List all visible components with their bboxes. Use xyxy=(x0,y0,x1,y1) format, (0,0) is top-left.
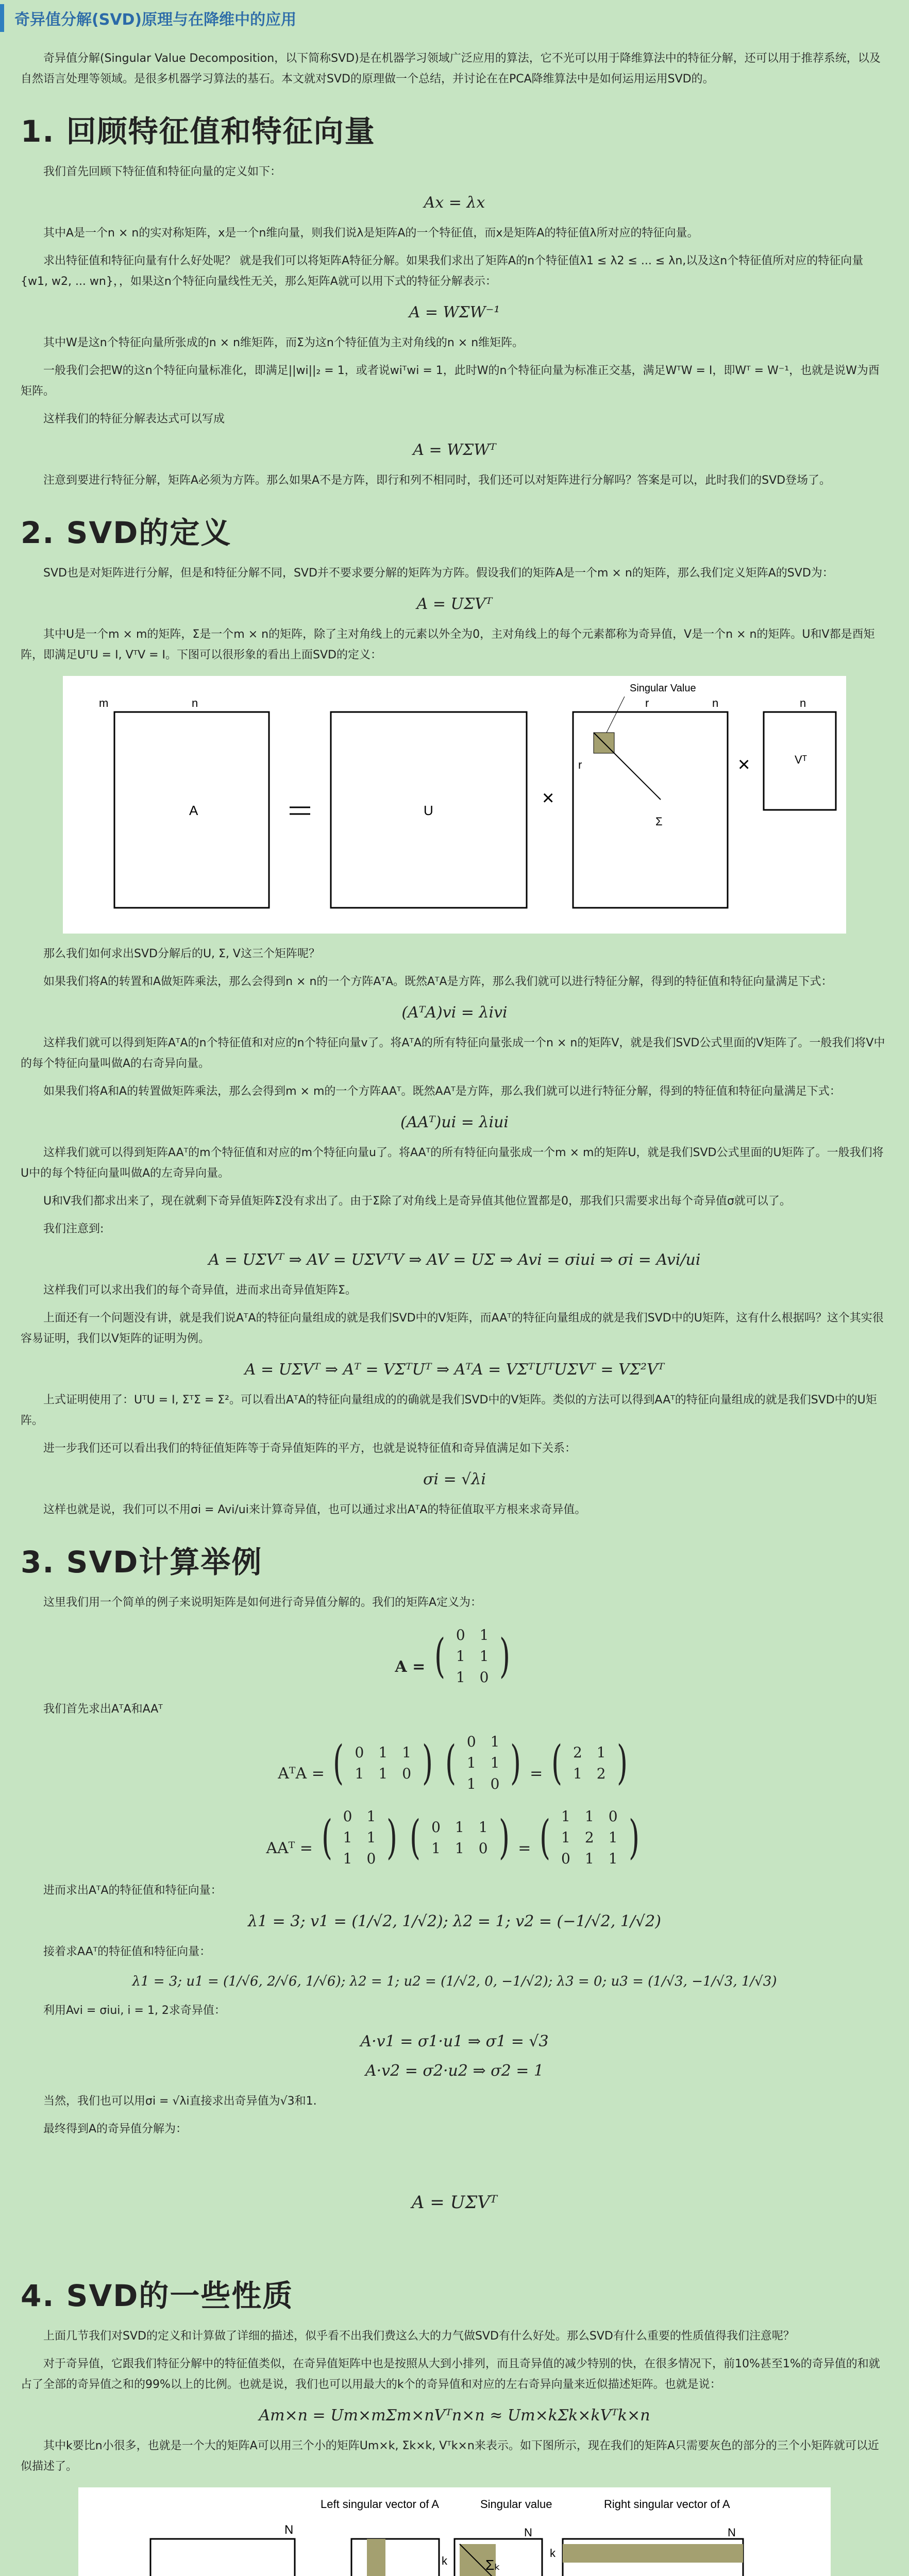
fig1-label-r2: r xyxy=(578,758,582,771)
s4-p3: 其中k要比n小很多，也就是一个大的矩阵A可以用三个小的矩阵Um×k, Σk×k, Vᵀk×n来表示。如下图所示，现在我们的矩阵A只需要灰色的部分的三个小矩阵就可以近似描述了。 xyxy=(21,2439,879,2473)
matrix-cell: 1 xyxy=(584,1850,594,1867)
matrix-cell: 0 xyxy=(466,1733,476,1750)
s3-p6: 当然，我们也可以用σi = √λi直接求出奇异值为√3和1. xyxy=(43,2095,317,2108)
fig2-label-N2: N xyxy=(524,2526,532,2539)
matrix-cell: 0 xyxy=(355,1743,364,1761)
svg-text:×: × xyxy=(542,787,554,809)
matrix-cell: 1 xyxy=(596,1743,606,1761)
s1-p6: 这样我们的特征分解表达式可以写成 xyxy=(43,413,225,426)
matrix-table xyxy=(566,1742,613,1784)
post-title-bar xyxy=(0,4,909,32)
matrix-cell: 1 xyxy=(456,1669,465,1686)
matrix-A3: ( 0 1 1 1 1 0 ) xyxy=(318,1806,401,1869)
matrix-cell: 1 xyxy=(561,1808,570,1825)
s3-p4: 接着求AAᵀ的特征值和特征向量： xyxy=(43,1945,211,1958)
s3-eig2: λ1 = 3; u1 = (1/√6, 2/√6, 1/√6); λ2 = 1; u2 = (1/√2, 0, −1/√2); λ3 = 0; u3 = (1/√3, −1/√3, 1/√3) xyxy=(132,1974,777,1989)
svd-definition-figure xyxy=(63,676,846,934)
s4-p2: 对于奇异值，它跟我们特征分解中的特征值类似，在奇异值矩阵中也是按照从大到小排列，而且奇异值的减少特别的快，在很多情况下，前10%甚至1%的奇异值的和就占了全部的奇异值之和的99%以上的比例。也就是说，我们也可以用最大的k个的奇异值和对应的左右奇异向量来近似描述矩阵。也就是说： xyxy=(21,2358,880,2391)
fig2-label-N1: N xyxy=(284,2523,294,2537)
matrix-AtA-result: ( 2 1 1 2 ) xyxy=(551,1736,628,1790)
fig1-label-singular-value: Singular Value xyxy=(630,683,696,694)
matrix-cell: 1 xyxy=(454,1839,464,1857)
s2-p1: SVD也是对矩阵进行分解，但是和特征分解不同，SVD并不要求要分解的矩阵为方阵。假设我们的矩阵A是一个m × n的矩阵，那么我们定义矩阵A的SVD为： xyxy=(43,567,834,580)
matrix-cell: 1 xyxy=(584,1808,594,1825)
s2-formula-2: (AᵀA)vi = λivi xyxy=(401,1004,508,1022)
s2-p9: 我们注意到: xyxy=(43,1223,104,1235)
fig2-label-mid: Singular value xyxy=(480,2498,552,2511)
matrix-cell: 1 xyxy=(343,1829,352,1846)
s4-p1: 上面几节我们对SVD的定义和计算做了详细的描述，似乎看不出我们费这么大的力气做SVD有什么好处。那么SVD有什么重要的性质值得我们注意呢？ xyxy=(43,2330,795,2343)
fig1-label-n3: n xyxy=(800,697,806,709)
matrix-cell: 1 xyxy=(490,1754,500,1771)
post-content xyxy=(0,32,909,2576)
matrix-cell: 1 xyxy=(479,1648,489,1665)
svd-definition-diagram xyxy=(63,676,846,934)
s2-p11: 上面还有一个问题没有讲，就是我们说AᵀA的特征向量组成的就是我们SVD中的V矩阵，而AAᵀ的特征向量组成的就是我们SVD中的U矩阵，这有什么根据吗？这个其实很容易证明，我们以V矩阵的证明为例。 xyxy=(21,1312,884,1345)
matrix-cell: 1 xyxy=(431,1839,441,1857)
s1-p2: 其中A是一个n × n的实对称矩阵，x是一个n维向量，则我们说λ是矩阵A的一个特征值，而x是矩阵A的特征值λ所对应的特征向量。 xyxy=(43,227,699,240)
AtA-label: AᵀA = xyxy=(278,1765,325,1783)
s2-p10: 这样我们可以求出我们的每个奇异值，进而求出奇异值矩阵Σ。 xyxy=(43,1284,357,1297)
s2-p2: 其中U是一个m × m的矩阵，Σ是一个m × n的矩阵，除了主对角线上的元素以外全为0，主对角线上的每个元素都称为奇异值，V是一个n × n的矩阵。U和V都是酉矩阵，即满足UᵀU = I, VᵀV = I。下图可以很形象的看出上面SVD的定义： xyxy=(21,628,875,662)
matrix-cell: 1 xyxy=(454,1818,464,1836)
fig1-label-Vt: Vᵀ xyxy=(795,753,807,766)
s1-p3: 求出特征值和特征向量有什么好处呢？ 就是我们可以将矩阵A特征分解。如果我们求出了矩阵A的n个特征值λ1 ≤ λ2 ≤ ... ≤ λn,以及这n个特征值所对应的特征向量{w1, w2, ... wn}，，如果这n个特征向量线性无关，那么矩阵A就可以用下式的特征分解表示： xyxy=(21,255,864,288)
matrix-cell: 1 xyxy=(343,1850,352,1867)
svg-text:×: × xyxy=(738,753,750,776)
matrix-cell: 0 xyxy=(366,1850,376,1867)
fig2-label-left: Left singular vector of A xyxy=(321,2498,439,2511)
post-title-link[interactable]: 奇异值分解(SVD)原理与在降维中的应用 xyxy=(14,11,297,29)
s2-p4: 如果我们将A的转置和A做矩阵乘法，那么会得到n × n的一个方阵AᵀA。既然AᵀA是方阵，那么我们就可以进行特征分解，得到的特征值和特征向量满足下式： xyxy=(43,975,833,988)
matrix-cell: 0 xyxy=(478,1839,488,1857)
s2-p7: 这样我们就可以得到矩阵AAᵀ的m个特征值和对应的m个特征向量u了。将AAᵀ的所有特征向量张成一个m × m的矩阵U，就是我们SVD公式里面的U矩阵了。一般我们将U中的每个特征向量叫做A的左奇异向量。 xyxy=(21,1146,884,1180)
matrix-table xyxy=(554,1806,625,1869)
s1-formula-1: Ax = λx xyxy=(424,194,485,212)
fig1-label-A: A xyxy=(189,803,198,818)
s2-formula-5: A = UΣVᵀ ⇒ Aᵀ = VΣᵀUᵀ ⇒ AᵀA = VΣᵀUᵀUΣVᵀ = VΣ²Vᵀ xyxy=(244,1361,665,1379)
s2-p12: 上式证明使用了：UᵀU = I, ΣᵀΣ = Σ²。可以看出AᵀA的特征向量组成的的确就是我们SVD中的V矩阵。类似的方法可以得到AAᵀ的特征向量组成的就是我们SVD中的U矩阵。 xyxy=(21,1394,877,1427)
matrix-At: ( 0 1 1 1 1 0 ) xyxy=(333,1736,433,1790)
s3-p5: 利用Avi = σiui, i = 1, 2求奇异值： xyxy=(43,2004,226,2017)
fig1-label-n: n xyxy=(192,697,198,709)
fig1-label-m: m xyxy=(99,697,109,709)
section-4-title: 4. SVD的一些性质 xyxy=(21,2278,294,2313)
s1-p4: 其中W是这n个特征向量所张成的n × n维矩阵，而Σ为这n个特征值为主对角线的n × n维矩阵。 xyxy=(43,336,524,349)
page xyxy=(0,4,909,2576)
s1-formula-3: A = WΣWᵀ xyxy=(413,441,496,459)
s1-formula-2: A = WΣW⁻¹ xyxy=(409,303,500,321)
matrix-AAt-result: ( 1 1 0 1 2 1 0 1 1 ) xyxy=(536,1806,643,1869)
matrix-cell: 1 xyxy=(456,1648,465,1665)
intro-paragraph: 奇异值分解(Singular Value Decomposition，以下简称SVD)是在机器学习领域广泛应用的算法，它不光可以用于降维算法中的特征分解，还可以用于推荐系统，以及自然语言处理等领域。是很多机器学习算法的基石。本文就对SVD的原理做一个总结，并讨论在在PCA降维算法中是如何运用运用SVD的。 xyxy=(21,52,881,86)
matrix-cell: 0 xyxy=(431,1818,441,1836)
fig2-label-right: Right singular vector of A xyxy=(604,2498,730,2511)
matrix-cell: 1 xyxy=(608,1850,618,1867)
matrix-cell: 1 xyxy=(490,1733,500,1750)
s3-matrix-A: A = ( 0 1 1 1 1 0 ) xyxy=(21,1624,888,1688)
matrix-cell: 1 xyxy=(573,1765,582,1782)
section-3-title: 3. SVD计算举例 xyxy=(21,1545,263,1580)
s4-formula-1: Am×n = Um×mΣm×nVᵀn×n ≈ Um×kΣk×kVᵀk×n xyxy=(259,2406,650,2425)
matrix-cell: 0 xyxy=(490,1775,500,1792)
s1-p5: 一般我们会把W的这n个特征向量标准化，即满足||wi||₂ = 1，或者说wiᵀwi = 1，此时W的n个特征向量为标准正交基，满足WᵀW = I，即Wᵀ = W⁻¹，也就是说W为酉矩阵。 xyxy=(21,364,880,398)
s2-formula-4: A = UΣVᵀ ⇒ AV = UΣVᵀV ⇒ AV = UΣ ⇒ Avi = σiui ⇒ σi = Avi/ui xyxy=(208,1251,701,1269)
matrix-table xyxy=(336,1806,383,1869)
matrix-table xyxy=(348,1742,418,1784)
s2-formula-3: (AAᵀ)ui = λiui xyxy=(400,1113,509,1131)
s2-p8: U和V我们都求出来了，现在就剩下奇异值矩阵Σ没有求出了。由于Σ除了对角线上是奇异值其他位置都是0，那我们只需要求出每个奇异值σ就可以了。 xyxy=(43,1195,791,1208)
fig2-label-k2: k xyxy=(550,2547,556,2560)
s1-p7: 注意到要进行特征分解，矩阵A必须为方阵。那么如果A不是方阵，即行和列不相同时，我们还可以对矩阵进行分解吗？答案是可以，此时我们的SVD登场了。 xyxy=(43,474,831,487)
matrix-cell: 0 xyxy=(402,1765,412,1782)
s2-p13: 进一步我们还可以看出我们的特征值矩阵等于奇异值矩阵的平方，也就是说特征值和奇异值满足如下关系： xyxy=(43,1442,577,1455)
s3-eig1: λ1 = 3; v1 = (1/√2, 1/√2); λ2 = 1; v2 = (−1/√2, 1/√2) xyxy=(248,1912,661,1930)
matrix-cell: 1 xyxy=(561,1829,570,1846)
matrix-cell: 1 xyxy=(378,1765,388,1782)
matrix-cell: 0 xyxy=(456,1626,465,1643)
matrix-cell: 1 xyxy=(608,1829,618,1846)
s3-AAt: AAᵀ = ( 0 1 1 1 1 0 ) ( 0 1 1 1 1 0 ) = ( 1 1 0 1 2 1 0 1 1 ) xyxy=(21,1806,888,1869)
matrix-cell: 1 xyxy=(402,1743,412,1761)
s2-p14: 这样也就是说，我们可以不用σi = Avi/ui来计算奇异值，也可以通过求出AᵀA的特征值取平方根来求奇异值。 xyxy=(43,1503,586,1516)
fig1-label-sigma: Σ xyxy=(655,815,663,828)
matrix-cell: 0 xyxy=(561,1850,570,1867)
s2-formula-1: A = UΣVᵀ xyxy=(416,595,493,613)
matrix-cell: 1 xyxy=(366,1829,376,1846)
fig1-label-r1: r xyxy=(645,697,649,709)
s3-p3: 进而求出AᵀA的特征值和特征向量： xyxy=(43,1884,222,1897)
s3-sigma2: A·v2 = σ2·u2 ⇒ σ2 = 1 xyxy=(365,2062,544,2080)
s2-p6: 如果我们将A和A的转置做矩阵乘法，那么会得到m × m的一个方阵AAᵀ。既然AAᵀ是方阵，那么我们就可以进行特征分解，得到的特征值和特征向量满足下式： xyxy=(43,1085,841,1098)
matrix-A: ( 0 1 1 1 1 0 ) xyxy=(431,1624,514,1688)
s3-p7: 最终得到A的奇异值分解为： xyxy=(43,2123,188,2136)
s1-p1: 我们首先回顾下特征值和特征向量的定义如下： xyxy=(43,165,282,178)
matrix-cell: 2 xyxy=(573,1743,582,1761)
fig2-label-Sk: Σₖ xyxy=(485,2557,501,2573)
matrix-cell: 1 xyxy=(355,1765,364,1782)
s3-p2: 我们首先求出AᵀA和AAᵀ xyxy=(43,1703,163,1716)
matrix-table xyxy=(449,1624,496,1688)
matrix-cell: 1 xyxy=(466,1775,476,1792)
s3-p1: 这里我们用一个简单的例子来说明矩阵是如何进行奇异值分解的。我们的矩阵A定义为： xyxy=(43,1596,482,1609)
matrix-cell: 1 xyxy=(479,1626,489,1643)
s3-sigma1: A·v1 = σ1·u1 ⇒ σ1 = √3 xyxy=(360,2032,549,2050)
section-1-title: 1. 回顾特征值和特征向量 xyxy=(21,114,376,149)
s2-formula-6: σi = √λi xyxy=(423,1470,486,1488)
matrix-cell: 1 xyxy=(366,1808,376,1825)
matrix-cell: 0 xyxy=(608,1808,618,1825)
matrix-table xyxy=(460,1731,507,1794)
s2-p3: 那么我们如何求出SVD分解后的U, Σ, V这三个矩阵呢？ xyxy=(43,947,320,960)
s3-final: A = UΣVᵀ xyxy=(411,2192,498,2213)
fig1-label-U: U xyxy=(424,803,433,818)
matrix-cell: 2 xyxy=(596,1765,606,1782)
fig1-label-n2: n xyxy=(712,697,719,709)
matrix-At2: ( 0 1 1 1 1 0 ) xyxy=(409,1810,510,1865)
fig2-label-N3: N xyxy=(728,2526,736,2539)
matrix-cell: 0 xyxy=(343,1808,352,1825)
s3-AtA: AᵀA = ( 0 1 1 1 1 0 ) ( 0 1 1 1 1 0 ) = ( 2 1 1 2 ) xyxy=(21,1731,888,1794)
fig2-label-k1: k xyxy=(442,2554,447,2567)
section-2-title: 2. SVD的定义 xyxy=(21,515,232,550)
matrix-A2: ( 0 1 1 1 1 0 ) xyxy=(442,1731,525,1794)
matrix-cell: 2 xyxy=(584,1829,594,1846)
matrix-cell: 1 xyxy=(478,1818,488,1836)
svd-truncated-figure xyxy=(78,2487,831,2576)
matrix-cell: 1 xyxy=(378,1743,388,1761)
AAt-label: AAᵀ = xyxy=(266,1839,313,1857)
matrix-table xyxy=(424,1817,495,1859)
svd-truncated-diagram xyxy=(78,2487,831,2576)
matrix-cell: 0 xyxy=(479,1669,489,1686)
s2-p5: 这样我们就可以得到矩阵AᵀA的n个特征值和对应的n个特征向量v了。将AᵀA的所有特征向量张成一个n × n的矩阵V，就是我们SVD公式里面的V矩阵了。一般我们将V中的每个特征向量叫做A的右奇异向量。 xyxy=(21,1037,885,1070)
matrix-cell: 1 xyxy=(466,1754,476,1771)
